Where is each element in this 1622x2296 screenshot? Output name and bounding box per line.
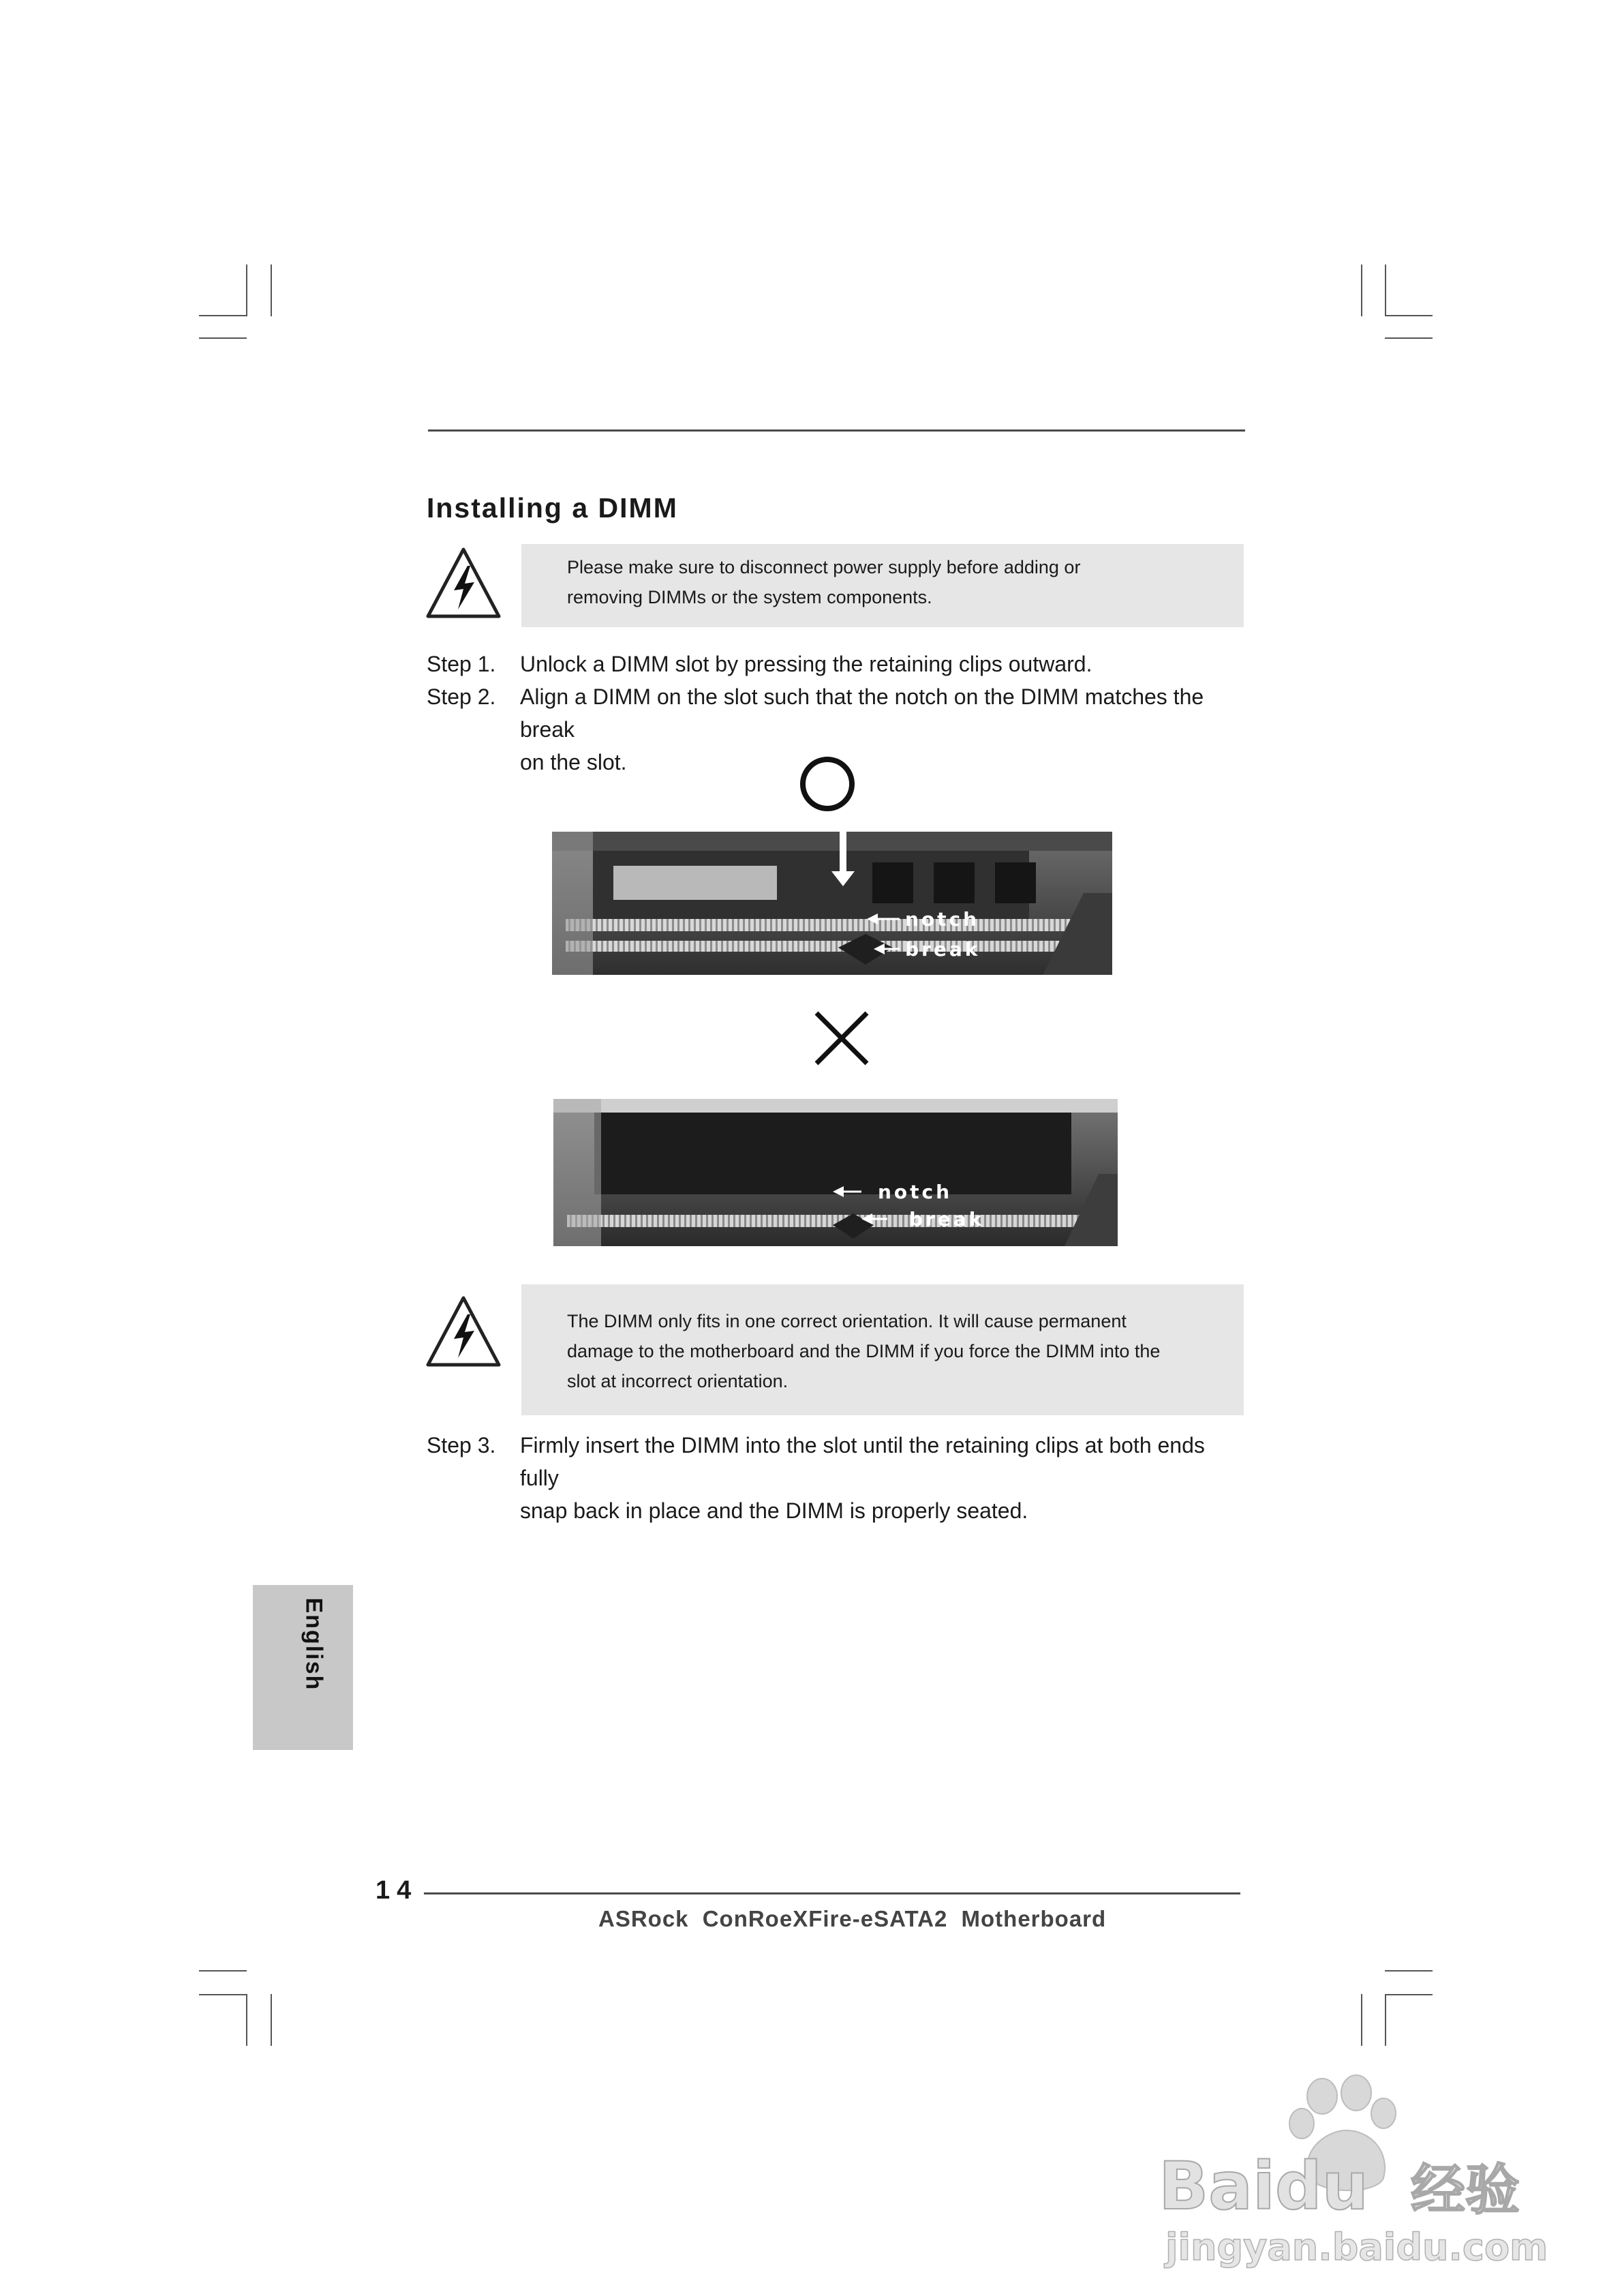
note-line: slot at incorrect orientation.	[567, 1371, 789, 1391]
step-number: Step 2.	[427, 684, 496, 709]
page-number: 14	[376, 1876, 418, 1905]
baidu-jingyan-watermark	[1152, 2066, 1547, 2270]
watermark-brand: Baidu	[1159, 2148, 1368, 2224]
step-text-line: snap back in place and the DIMM is properly seated.	[520, 1498, 1028, 1523]
footer-product-name: ASRock ConRoeXFire-eSATA2 Motherboard	[598, 1906, 1107, 1931]
orientation-warning-note	[521, 1284, 1244, 1415]
section-title: Installing a DIMM	[427, 492, 678, 524]
cross-incorrect-icon	[812, 1009, 871, 1068]
break-label: break	[905, 938, 981, 961]
watermark-url: jingyan.baidu.com	[1165, 2226, 1547, 2269]
dimm-incorrect-photo	[553, 1099, 1118, 1246]
step-number: Step 3.	[427, 1433, 496, 1457]
step-number: Step 1.	[427, 652, 496, 676]
notch-label: notch	[905, 908, 980, 931]
break-label: break	[909, 1208, 985, 1230]
power-warning-note	[521, 544, 1244, 627]
step-text: Unlock a DIMM slot by pressing the retaining clips outward.	[520, 652, 1092, 676]
notch-label: notch	[878, 1181, 953, 1203]
step-text-line: Align a DIMM on the slot such that the notch on the DIMM matches the break	[520, 684, 1204, 742]
dimm-correct-photo	[552, 832, 1112, 975]
step-text-line: Firmly insert the DIMM into the slot until the retaining clips at both ends fully	[520, 1433, 1205, 1490]
step-2	[427, 680, 1244, 774]
warning-triangle-lightning-icon	[424, 545, 503, 622]
warning-triangle-lightning-icon	[424, 1294, 503, 1370]
language-label: English	[301, 1597, 327, 1691]
note-line: The DIMM only fits in one correct orientation. It will cause permanent	[567, 1311, 1127, 1331]
circle-correct-icon	[796, 753, 859, 815]
footer-rule	[424, 1892, 1240, 1894]
step-3	[427, 1429, 1244, 1523]
watermark-suffix: 经验	[1411, 2158, 1520, 2222]
note-line: damage to the motherboard and the DIMM if you force the DIMM into the	[567, 1341, 1161, 1361]
header-rule	[428, 429, 1245, 432]
note-line: Please make sure to disconnect power supply before adding or	[567, 557, 1081, 577]
step-1	[427, 648, 1244, 680]
note-line: removing DIMMs or the system components.	[567, 587, 932, 607]
step-text-line: on the slot.	[520, 750, 627, 774]
